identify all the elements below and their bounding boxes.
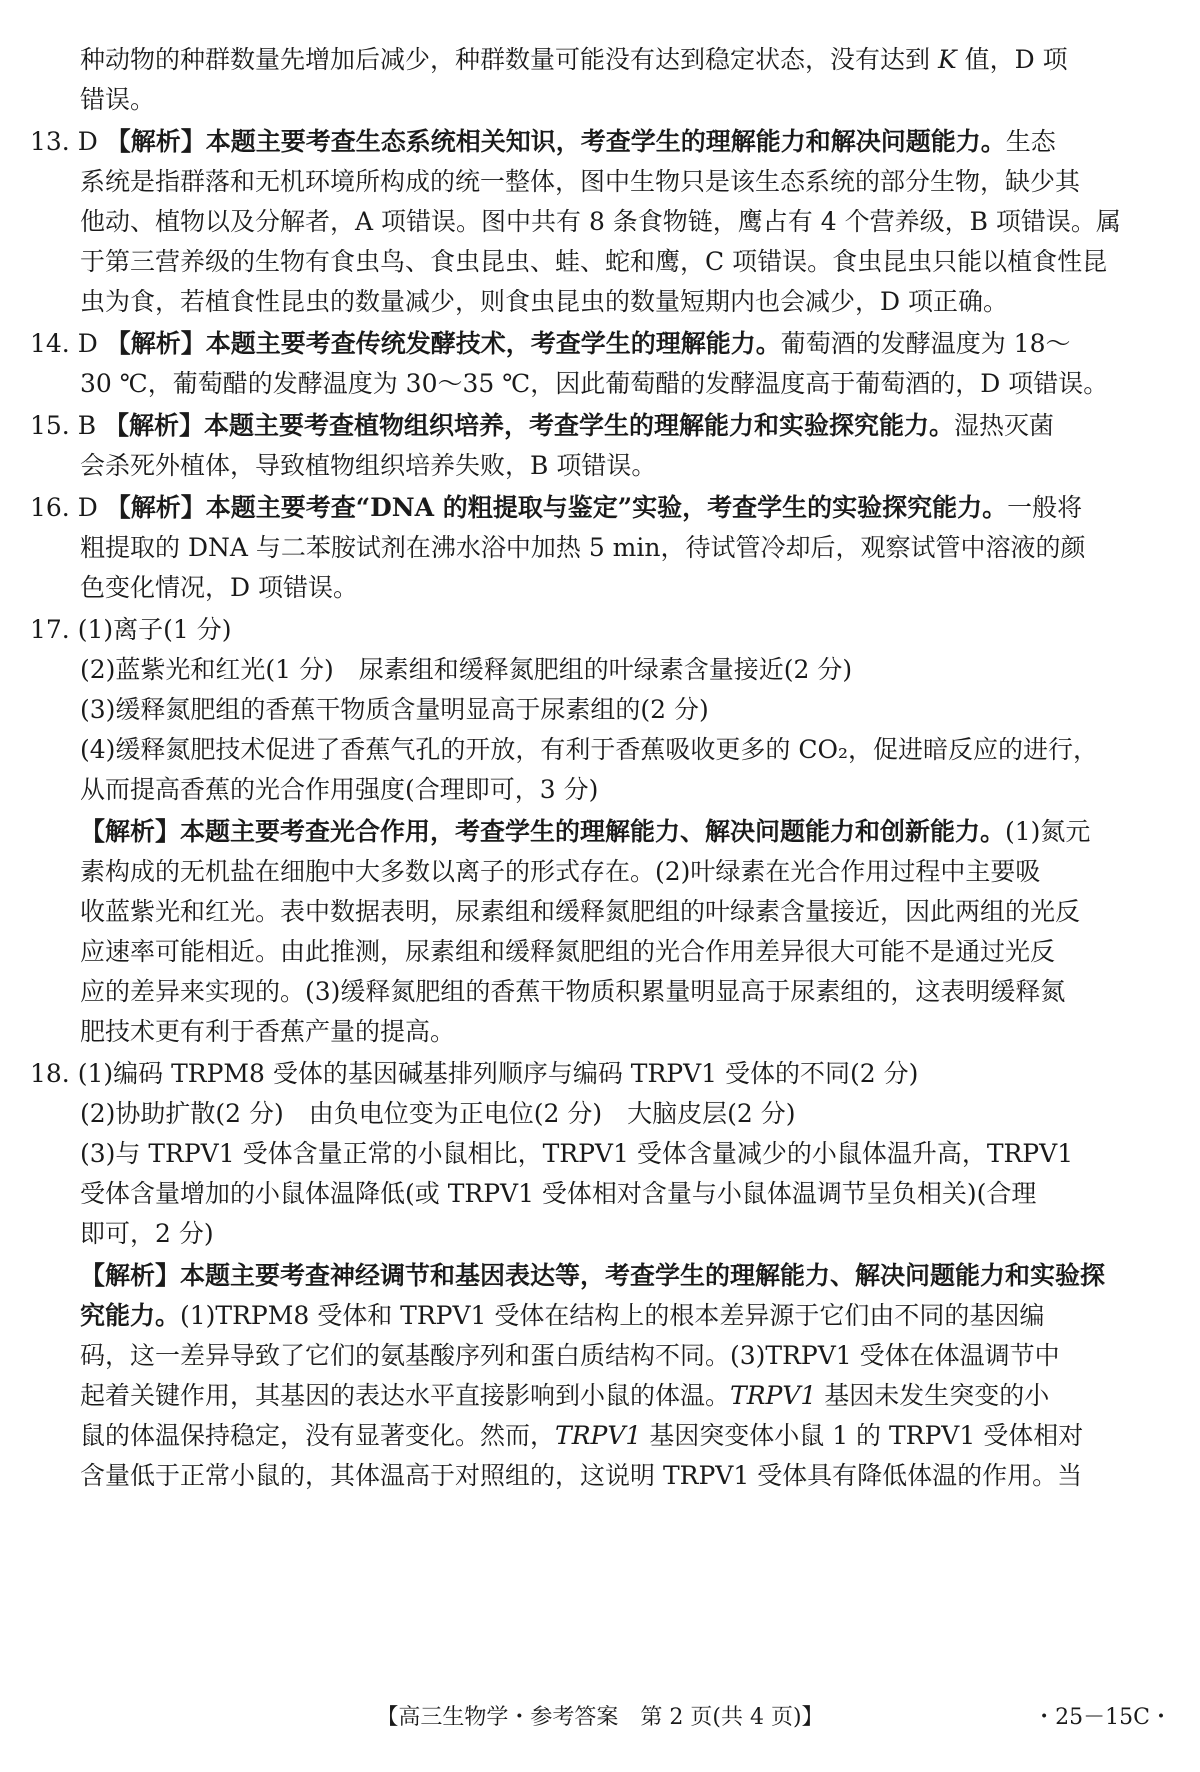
text-line: 他动、植物以及分解者，A 项错误。图中共有 8 条食物链，鹰占有 4 个营养级，B 项错误。属 <box>80 207 1121 236</box>
text-line: 于第三营养级的生物有食虫鸟、食虫昆虫、蛙、蛇和鹰，C 项错误。食虫昆虫只能以植食性昆 <box>80 247 1108 276</box>
text-line: 会杀死外植体，导致植物组织培养失败，B 项错误。 <box>80 451 657 480</box>
text-line: 起着关键作用，其基因的表达水平直接影响到小鼠的体温。TRPV1 基因未发生突变的小 <box>80 1381 1050 1410</box>
analysis-heading: 【解析】本题主要考查神经调节和基因表达等，考查学生的理解能力、解决问题能力和实验探 <box>80 1261 1106 1290</box>
analysis-heading: 【解析】本题主要考查传统发酵技术，考查学生的理解能力。 <box>105 329 781 358</box>
answer-14: 14. D 【解析】本题主要考查传统发酵技术，考查学生的理解能力。葡萄酒的发酵温度为 18～ <box>30 329 1071 358</box>
answer-16: 16. D 【解析】本题主要考查“DNA 的粗提取与鉴定”实验，考查学生的实验探究能力。一般将 <box>30 493 1083 522</box>
text-line: 即可，2 分) <box>80 1219 214 1248</box>
text-line: 粗提取的 DNA 与二苯胺试剂在沸水浴中加热 5 min，待试管冷却后，观察试管中溶液的颜 <box>80 533 1086 562</box>
analysis-heading: 【解析】本题主要考查生态系统相关知识，考查学生的理解能力和解决问题能力。 <box>105 127 1006 156</box>
analysis-heading: 【解析】本题主要考查光合作用，考查学生的理解能力、解决问题能力和创新能力。 <box>80 817 1006 846</box>
text-line: 受体含量增加的小鼠体温降低(或 TRPV1 受体相对含量与小鼠体温调节呈负相关)(合理 <box>80 1179 1037 1208</box>
text-line: (4)缓释氮肥技术促进了香蕉气孔的开放，有利于香蕉吸收更多的 CO₂，促进暗反应的进行， <box>80 735 1099 764</box>
text-line: (2)协助扩散(2 分) 由负电位变为正电位(2 分) 大脑皮层(2 分) <box>80 1099 796 1128</box>
text-line: 应速率可能相近。由此推测，尿素组和缓释氮肥组的光合作用差异很大可能不是通过光反 <box>80 937 1056 966</box>
text-line: 30 ℃，葡萄醋的发酵温度为 30～35 ℃，因此葡萄醋的发酵温度高于葡萄酒的，D 项错误。 <box>80 369 1109 398</box>
text-line: 肥技术更有利于香蕉产量的提高。 <box>80 1017 456 1046</box>
item-number: 18. <box>30 1059 78 1088</box>
answer-15: 15. B 【解析】本题主要考查植物组织培养，考查学生的理解能力和实验探究能力。湿热灭菌 <box>30 411 1055 440</box>
item-number: 17. <box>30 615 78 644</box>
item-number: 15. B <box>30 411 105 440</box>
item-number: 16. D <box>30 493 106 522</box>
text-line: 种动物的种群数量先增加后减少，种群数量可能没有达到稳定状态，没有达到 K 值，D 项 <box>80 45 1068 74</box>
text-line: (3)缓释氮肥组的香蕉干物质含量明显高于尿素组的(2 分) <box>80 695 709 724</box>
footer-code: ・25－15C・ <box>1033 1705 1172 1730</box>
text-line: 系统是指群落和无机环境所构成的统一整体，图中生物只是该生态系统的部分生物，缺少其 <box>80 167 1081 196</box>
text-line: 究能力。(1)TRPM8 受体和 TRPV1 受体在结构上的根本差异源于它们由不同的基因编 <box>80 1301 1045 1330</box>
answer-17: 17. (1)离子(1 分) <box>30 615 232 644</box>
answer-13: 13. D 【解析】本题主要考查生态系统相关知识，考查学生的理解能力和解决问题能力。生态 <box>30 127 1056 156</box>
text-line: 虫为食，若植食性昆虫的数量减少，则食虫昆虫的数量短期内也会减少，D 项正确。 <box>80 287 1008 316</box>
text-line: 鼠的体温保持稳定，没有显著变化。然而，TRPV1 基因突变体小鼠 1 的 TRPV1 受体相对 <box>80 1421 1084 1450</box>
page-footer <box>0 1700 1200 1736</box>
text-line: (2)蓝紫光和红光(1 分) 尿素组和缓释氮肥组的叶绿素含量接近(2 分) <box>80 655 853 684</box>
item-number: 14. D <box>30 329 106 358</box>
text-line: 素构成的无机盐在细胞中大多数以离子的形式存在。(2)叶绿素在光合作用过程中主要吸 <box>80 857 1041 886</box>
text-line: 应的差异来实现的。(3)缓释氮肥组的香蕉干物质积累量明显高于尿素组的，这表明缓释氮 <box>80 977 1066 1006</box>
text-line: 错误。 <box>80 85 156 114</box>
analysis-17: 【解析】本题主要考查光合作用，考查学生的理解能力、解决问题能力和创新能力。(1)氮元 <box>80 817 1091 846</box>
text-line: (3)与 TRPV1 受体含量正常的小鼠相比，TRPV1 受体含量减少的小鼠体温升高，TRPV1 <box>80 1139 1074 1168</box>
analysis-heading: 【解析】本题主要考查“DNA 的粗提取与鉴定”实验，考查学生的实验探究能力。 <box>105 493 1008 522</box>
text-line: 含量低于正常小鼠的，其体温高于对照组的，这说明 TRPV1 受体具有降低体温的作用。当 <box>80 1461 1083 1490</box>
footer-title: 【高三生物学・参考答案 第 2 页(共 4 页)】 <box>376 1705 824 1730</box>
text-line: 从而提高香蕉的光合作用强度(合理即可，3 分) <box>80 775 599 804</box>
item-number: 13. D <box>30 127 106 156</box>
text-line: 色变化情况，D 项错误。 <box>80 573 358 602</box>
analysis-18 <box>80 1256 1105 1296</box>
text-line: 收蓝紫光和红光。表中数据表明，尿素组和缓释氮肥组的叶绿素含量接近，因此两组的光反 <box>80 897 1081 926</box>
answer-18: 18. (1)编码 TRPM8 受体的基因碱基排列顺序与编码 TRPV1 受体的不同(2 分) <box>30 1059 919 1088</box>
text-line: 码，这一差异导致了它们的氨基酸序列和蛋白质结构不同。(3)TRPV1 受体在体温调节中 <box>80 1341 1060 1370</box>
analysis-heading: 【解析】本题主要考查植物组织培养，考查学生的理解能力和实验探究能力。 <box>104 411 955 440</box>
